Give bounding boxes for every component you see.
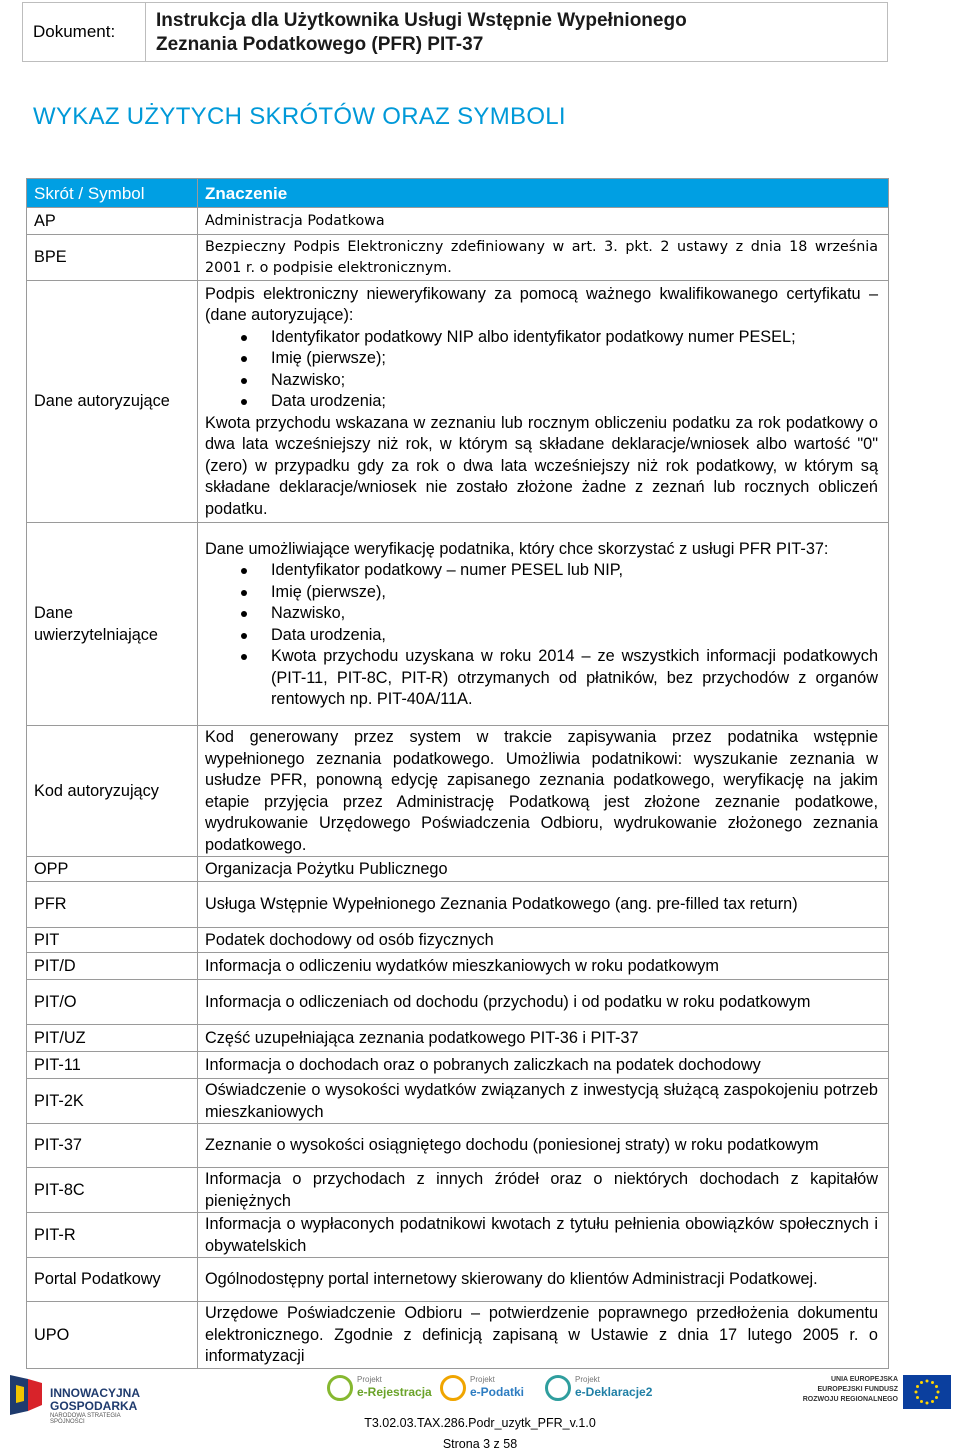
abbreviation-cell: PIT [27, 928, 198, 953]
meaning-cell: Kod generowany przez system w trakcie zapisywania przez podatnika wstępnie wypełnionego zeznania podatkowego. Umożliwia podatnikowi: wyszukanie zeznania w usłudze PFR, ponowną edycję zapisanego zeznania podatkowego, weryfikację na jakim etapie przyjęcia przez Administrację Podatkową jest złożone zeznanie podatkowe, wydrukowanie Urzędowego Poświadczenia Odbioru, wydrukowanie złożonego zeznania podatkowego. [198, 726, 889, 857]
table-row [27, 281, 889, 523]
page-number: Strona 3 z 58 [442, 1437, 518, 1451]
abbreviations-table [26, 178, 889, 1369]
eu-text-line2: EUROPEJSKI FUNDUSZ [817, 1386, 898, 1393]
list-item: Imię (pierwsze); [271, 348, 878, 370]
meaning-cell: Informacja o dochodach oraz o pobranych zaliczkach na podatek dochodowy [198, 1052, 889, 1079]
abbreviation-cell: PIT/O [27, 980, 198, 1025]
meaning-cell: Zeznanie o wysokości osiągniętego dochodu (poniesionej straty) w roku podatkowym [198, 1124, 889, 1168]
document-title-line2: Zeznania Podatkowego (PFR) PIT-37 [156, 34, 484, 55]
abbreviation-cell: BPE [27, 235, 198, 281]
logo-text-line2: GOSPODARKA [50, 1399, 138, 1413]
project-name: e-Rejestracja [357, 1385, 432, 1399]
project-label: Projekt [470, 1375, 495, 1384]
project-label: Projekt [357, 1375, 382, 1384]
table-header-row [27, 179, 889, 208]
abbreviation-cell: PIT/D [27, 953, 198, 980]
project-name: e-Deklaracje2 [575, 1385, 653, 1399]
meaning-outro: Kwota przychodu wskazana w zeznaniu lub rocznym obliczeniu podatku za rok podatkowy o dwa lata wcześniejszy niż rok, w którym są składane deklaracje/wniosek albo wartość "0" (zero) w przypadku gdy za rok o dwa lata wcześniejszy niż rok podatkowy, w którym są składane deklaracje/wniosek nie zostało złożone żadne z zeznań lub rocznych obliczeń podatku. [205, 413, 878, 518]
abbreviation-cell: PIT-11 [27, 1052, 198, 1079]
document-title [146, 3, 887, 61]
ring-icon [545, 1375, 571, 1401]
list-item: Kwota przychodu uzyskana w roku 2014 – ze wszystkich informacji podatkowych (PIT-11, PIT-8C, PIT-R) otrzymanych od płatników, bez przychodów z organów rentowych np. PIT-40A/11A. [271, 646, 878, 711]
table-row [27, 523, 889, 726]
meaning-cell: Część uzupełniająca zeznania podatkowego PIT-36 i PIT-37 [198, 1025, 889, 1052]
meaning-intro: Dane umożliwiające weryfikację podatnika, który chce skorzystać z usługi PFR PIT-37: [205, 539, 829, 558]
abbreviation-cell: PIT-R [27, 1213, 198, 1258]
list-item: Identyfikator podatkowy – numer PESEL lub NIP, [271, 560, 878, 582]
logo-text-line3: NARODOWA STRATEGIA SPÓJNOŚCI [50, 1413, 121, 1425]
list-item: Data urodzenia, [271, 625, 878, 647]
meaning-cell: Informacja o przychodach z innych źródeł oraz o niektórych dochodach z kapitałów pieniężnych [198, 1168, 889, 1213]
table-row [27, 882, 889, 928]
meaning-cell: Informacja o odliczeniach od dochodu (przychodu) i od podatku w roku podatkowym [198, 980, 889, 1025]
meaning-cell: Usługa Wstępnie Wypełnionego Zeznania Podatkowego (ang. pre-filled tax return) [198, 882, 889, 928]
table-row [27, 1258, 889, 1302]
eu-flag-icon [903, 1375, 951, 1409]
meaning-cell: Informacja o wypłaconych podatnikowi kwotach z tytułu pełnienia obowiązków społecznych i obywatelskich [198, 1213, 889, 1258]
abbreviation-cell: Portal Podatkowy [27, 1258, 198, 1302]
table-row [27, 208, 889, 235]
abbreviation-cell: AP [27, 208, 198, 235]
meaning-intro: Podpis elektroniczny nieweryfikowany za pomocą ważnego kwalifikowanego certyfikatu – (dane autoryzujące): [205, 284, 878, 325]
table-row [27, 235, 889, 281]
eu-text-line3: ROZWOJU REGIONALNEGO [802, 1396, 898, 1403]
abbreviation-cell: PIT-37 [27, 1124, 198, 1168]
list-item: Identyfikator podatkowy NIP albo identyfikator podatkowy numer PESEL; [271, 327, 878, 349]
document-header [22, 2, 888, 62]
table-row [27, 1302, 889, 1369]
abbreviation-cell: UPO [27, 1302, 198, 1369]
abbreviation-cell: PIT-8C [27, 1168, 198, 1213]
table-row [27, 1079, 889, 1124]
table-row [27, 953, 889, 980]
meaning-cell: Bezpieczny Podpis Elektroniczny zdefiniowany w art. 3. pkt. 2 ustawy z dnia 18 września 2001 r. o podpisie elektronicznym. [198, 235, 889, 281]
document-code: T3.02.03.TAX.286.Podr_uzytk_PFR_v.1.0 [364, 1416, 596, 1430]
eu-text [792, 1375, 898, 1405]
abbreviation-cell: PIT/UZ [27, 1025, 198, 1052]
project-label: Projekt [575, 1375, 600, 1384]
document-title-line1: Instrukcja dla Użytkownika Usługi Wstępnie Wypełnionego [156, 10, 687, 31]
bullet-list [205, 327, 878, 413]
meaning-cell: Ogólnodostępny portal internetowy skierowany do klientów Administracji Podatkowej. [198, 1258, 889, 1302]
table-row [27, 1124, 889, 1168]
document-label: Dokument: [23, 3, 146, 61]
project-name: e-Podatki [470, 1385, 525, 1399]
table-row [27, 857, 889, 882]
list-item: Nazwisko; [271, 370, 878, 392]
ring-icon [440, 1375, 466, 1401]
column-header-abbreviation: Skrót / Symbol [27, 179, 198, 208]
abbreviation-cell: Dane autoryzujące [27, 281, 198, 523]
meaning-cell: Organizacja Pożytku Publicznego [198, 857, 889, 882]
meaning-cell: Urzędowe Poświadczenie Odbioru – potwierdzenie poprawnego przedłożenia dokumentu elektronicznego. Zgodnie z definicją zapisaną w Ustawie z dnia 17 lutego 2005 r. o informatyzacji [198, 1302, 889, 1369]
table-row [27, 1213, 889, 1258]
bullet-list [205, 560, 878, 711]
meaning-cell: Administracja Podatkowa [198, 208, 889, 235]
abbreviation-cell: OPP [27, 857, 198, 882]
list-item: Data urodzenia; [271, 391, 878, 413]
page-footer [0, 1365, 960, 1453]
meaning-cell: Podatek dochodowy od osób fizycznych [198, 928, 889, 953]
table-row [27, 980, 889, 1025]
meaning-cell [198, 281, 889, 523]
meaning-cell: Oświadczenie o wysokości wydatków związanych z inwestycją służącą zaspokojeniu potrzeb mieszkaniowych [198, 1079, 889, 1124]
logo-text-line1: INNOWACYJNA [50, 1386, 141, 1400]
table-row [27, 1025, 889, 1052]
meaning-cell [198, 523, 889, 726]
abbreviation-cell: PFR [27, 882, 198, 928]
table-row [27, 1168, 889, 1213]
flag-logo-icon [6, 1371, 46, 1417]
table-row [27, 726, 889, 857]
ring-icon [327, 1375, 353, 1401]
abbreviation-cell: Kod autoryzujący [27, 726, 198, 857]
column-header-meaning: Znaczenie [198, 179, 889, 208]
table-row [27, 1052, 889, 1079]
abbreviation-cell: Dane uwierzytelniające [27, 523, 198, 726]
abbreviation-cell: PIT-2K [27, 1079, 198, 1124]
eu-text-line1: UNIA EUROPEJSKA [830, 1376, 898, 1383]
meaning-cell: Informacja o odliczeniu wydatków mieszkaniowych w roku podatkowym [198, 953, 889, 980]
table-row [27, 928, 889, 953]
section-title: WYKAZ UŻYTYCH SKRÓTÓW ORAZ SYMBOLI [33, 103, 566, 130]
list-item: Imię (pierwsze), [271, 582, 878, 604]
list-item: Nazwisko, [271, 603, 878, 625]
